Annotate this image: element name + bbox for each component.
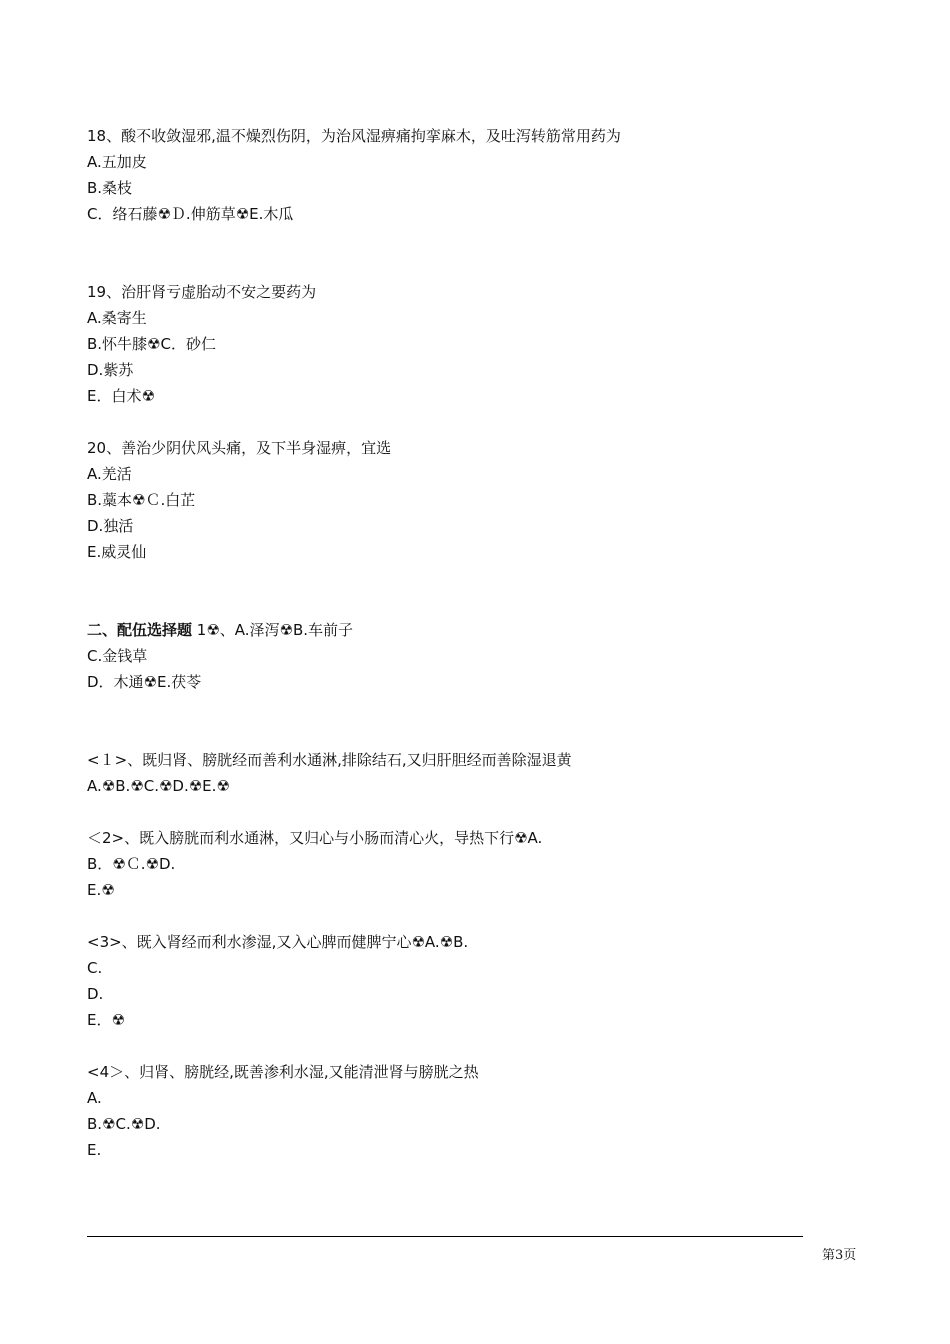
sub-question-3-option-c: C. [87, 959, 103, 977]
question-19-option-e: E．白术☢ [87, 387, 155, 405]
spacer [87, 799, 867, 825]
sub-question-3-stem: <3>、既入肾经而利水渗湿,又入心脾而健脾宁心☢A.☢B. [87, 933, 469, 951]
footer-divider [87, 1236, 803, 1237]
spacer [87, 565, 867, 591]
spacer [87, 253, 867, 279]
section-2-options-ab: 1☢、A.泽泻☢B.车前子 [192, 621, 354, 639]
sub-question-1-options: A.☢B.☢C.☢D.☢E.☢ [87, 777, 230, 795]
sub-question-1-stem: <１>、既归肾、膀胱经而善利水通淋,排除结石,又归肝胆经而善除湿退黄 [87, 751, 572, 769]
section-2-heading-line [87, 617, 867, 643]
question-19-stem: 19、治肝肾亏虚胎动不安之要药为 [87, 283, 317, 301]
sub-question-4-stem: <4＞、归肾、膀胱经,既善渗利水湿,又能清泄肾与膀胱之热 [87, 1063, 479, 1081]
sub-question-2-options-bcd: B．☢Ｃ.☢D. [87, 855, 176, 873]
question-18-stem: 18、酸不收敛湿邪,温不燥烈伤阴，为治风湿痹痛拘挛麻木，及吐泻转筋常用药为 [87, 127, 621, 145]
question-20-option-e: E.威灵仙 [87, 543, 147, 561]
question-18-option-a: A.五加皮 [87, 153, 147, 171]
page-content [87, 123, 867, 1163]
question-19-option-d: D.紫苏 [87, 361, 134, 379]
page-number: 第3页 [822, 1248, 857, 1263]
question-18-option-b: B.桑枝 [87, 179, 133, 197]
sub-question-4-options-bcd: B.☢C.☢D. [87, 1115, 161, 1133]
sub-question-4-option-e: E. [87, 1141, 102, 1159]
spacer [87, 1033, 867, 1059]
section-2-option-c: C.金钱草 [87, 647, 148, 665]
question-20-options-bc: B.藁本☢Ｃ.白芷 [87, 491, 196, 509]
spacer [87, 903, 867, 929]
section-2-options-de: D．木通☢E.茯苓 [87, 673, 202, 691]
sub-question-4-option-a: A. [87, 1089, 102, 1107]
spacer [87, 591, 867, 617]
sub-question-2-option-e: E.☢ [87, 881, 115, 899]
spacer [87, 409, 867, 435]
spacer [87, 227, 867, 253]
sub-question-3-option-e: E．☢ [87, 1011, 125, 1029]
sub-question-2-stem: ＜2>、既入膀胱而利水通淋，又归心与小肠而清心火，导热下行☢A. [87, 829, 543, 847]
question-18-options-cde: C．络石藤☢Ｄ.伸筋草☢E.木瓜 [87, 205, 294, 223]
spacer [87, 695, 867, 721]
sub-question-3-option-d: D. [87, 985, 104, 1003]
question-19-option-a: A.桑寄生 [87, 309, 147, 327]
spacer [87, 721, 867, 747]
question-20-option-d: D.独活 [87, 517, 134, 535]
question-19-options-bc: B.怀牛膝☢C．砂仁 [87, 335, 216, 353]
question-20-stem: 20、善治少阴伏风头痛，及下半身湿痹，宜选 [87, 439, 392, 457]
section-2-heading: 二、配伍选择题 [87, 621, 193, 639]
question-20-option-a: A.羌活 [87, 465, 132, 483]
